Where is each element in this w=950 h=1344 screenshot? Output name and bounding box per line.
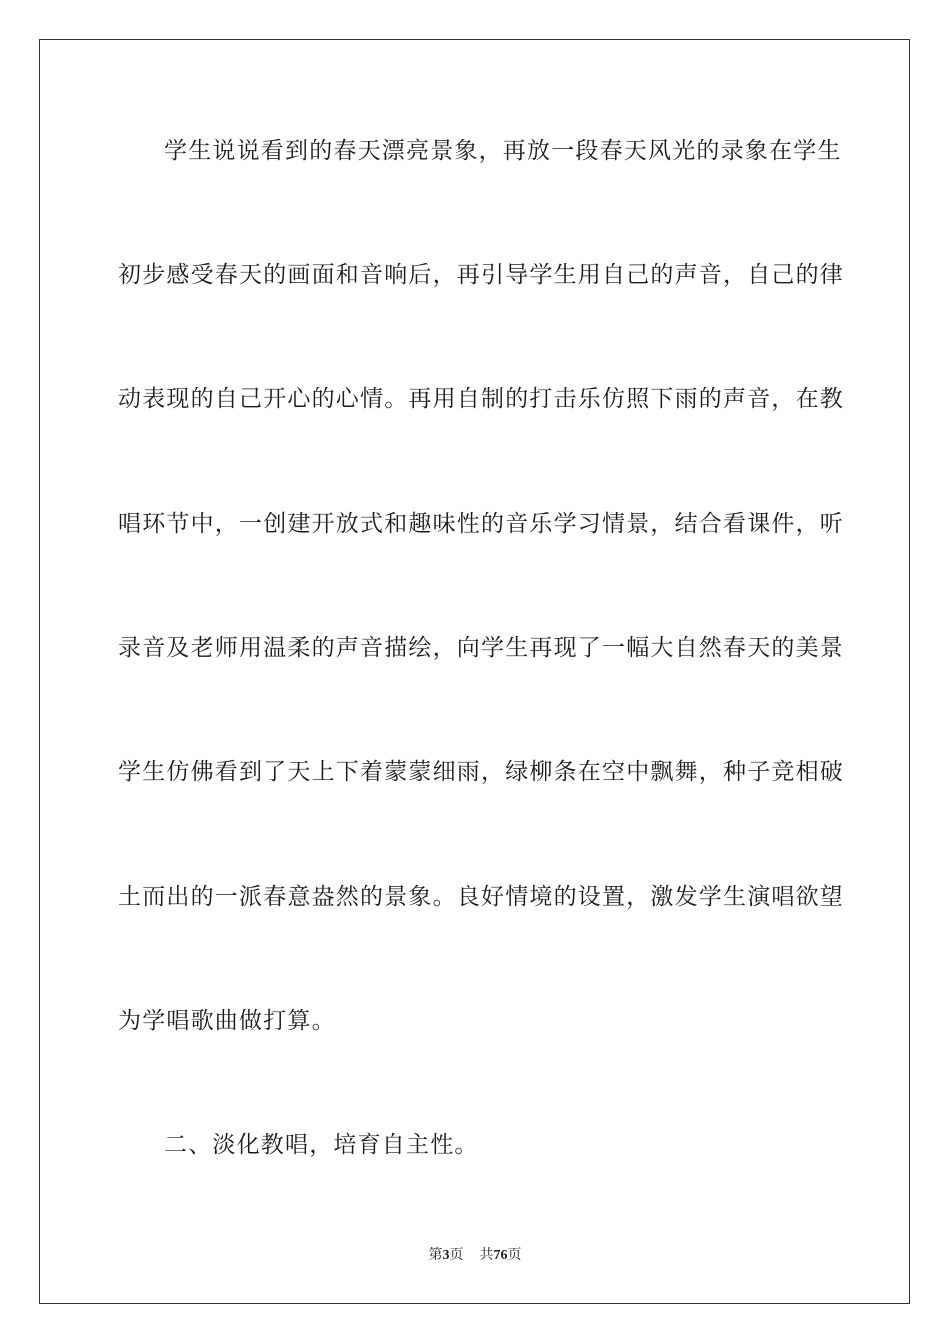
page-border [39, 39, 910, 1304]
total-suffix: 页 [507, 1247, 522, 1263]
page-prefix: 第 [428, 1247, 443, 1263]
paragraph-line: 初步感受春天的画面和音响后，再引导学生用自己的声音，自己的律 [118, 262, 844, 288]
total-pages: 76 [493, 1248, 508, 1263]
paragraph-line: 为学唱歌曲做打算。 [118, 1008, 336, 1034]
page-footer [0, 1246, 950, 1265]
paragraph-line: 动表现的自己开心的心情。再用自制的打击乐仿照下雨的声音，在教 [118, 386, 844, 412]
section-heading: 二、淡化教唱，培育自主性。 [164, 1132, 479, 1158]
paragraph-line: 唱环节中，一创建开放式和趣味性的音乐学习情景，结合看课件，听 [118, 511, 844, 537]
page-suffix: 页 [449, 1247, 464, 1263]
page-number: 3 [442, 1248, 450, 1263]
paragraph-line: 录音及老师用温柔的声音描绘，向学生再现了一幅大自然春天的美景 [118, 635, 844, 661]
paragraph-line: 学生说说看到的春天漂亮景象，再放一段春天风光的录象在学生 [164, 138, 842, 164]
paragraph-line: 学生仿佛看到了天上下着蒙蒙细雨，绿柳条在空中飘舞，种子竞相破 [118, 759, 844, 785]
total-prefix: 共 [479, 1247, 494, 1263]
paragraph-line: 土而出的一派春意盎然的景象。良好情境的设置，激发学生演唱欲望 [118, 884, 844, 910]
